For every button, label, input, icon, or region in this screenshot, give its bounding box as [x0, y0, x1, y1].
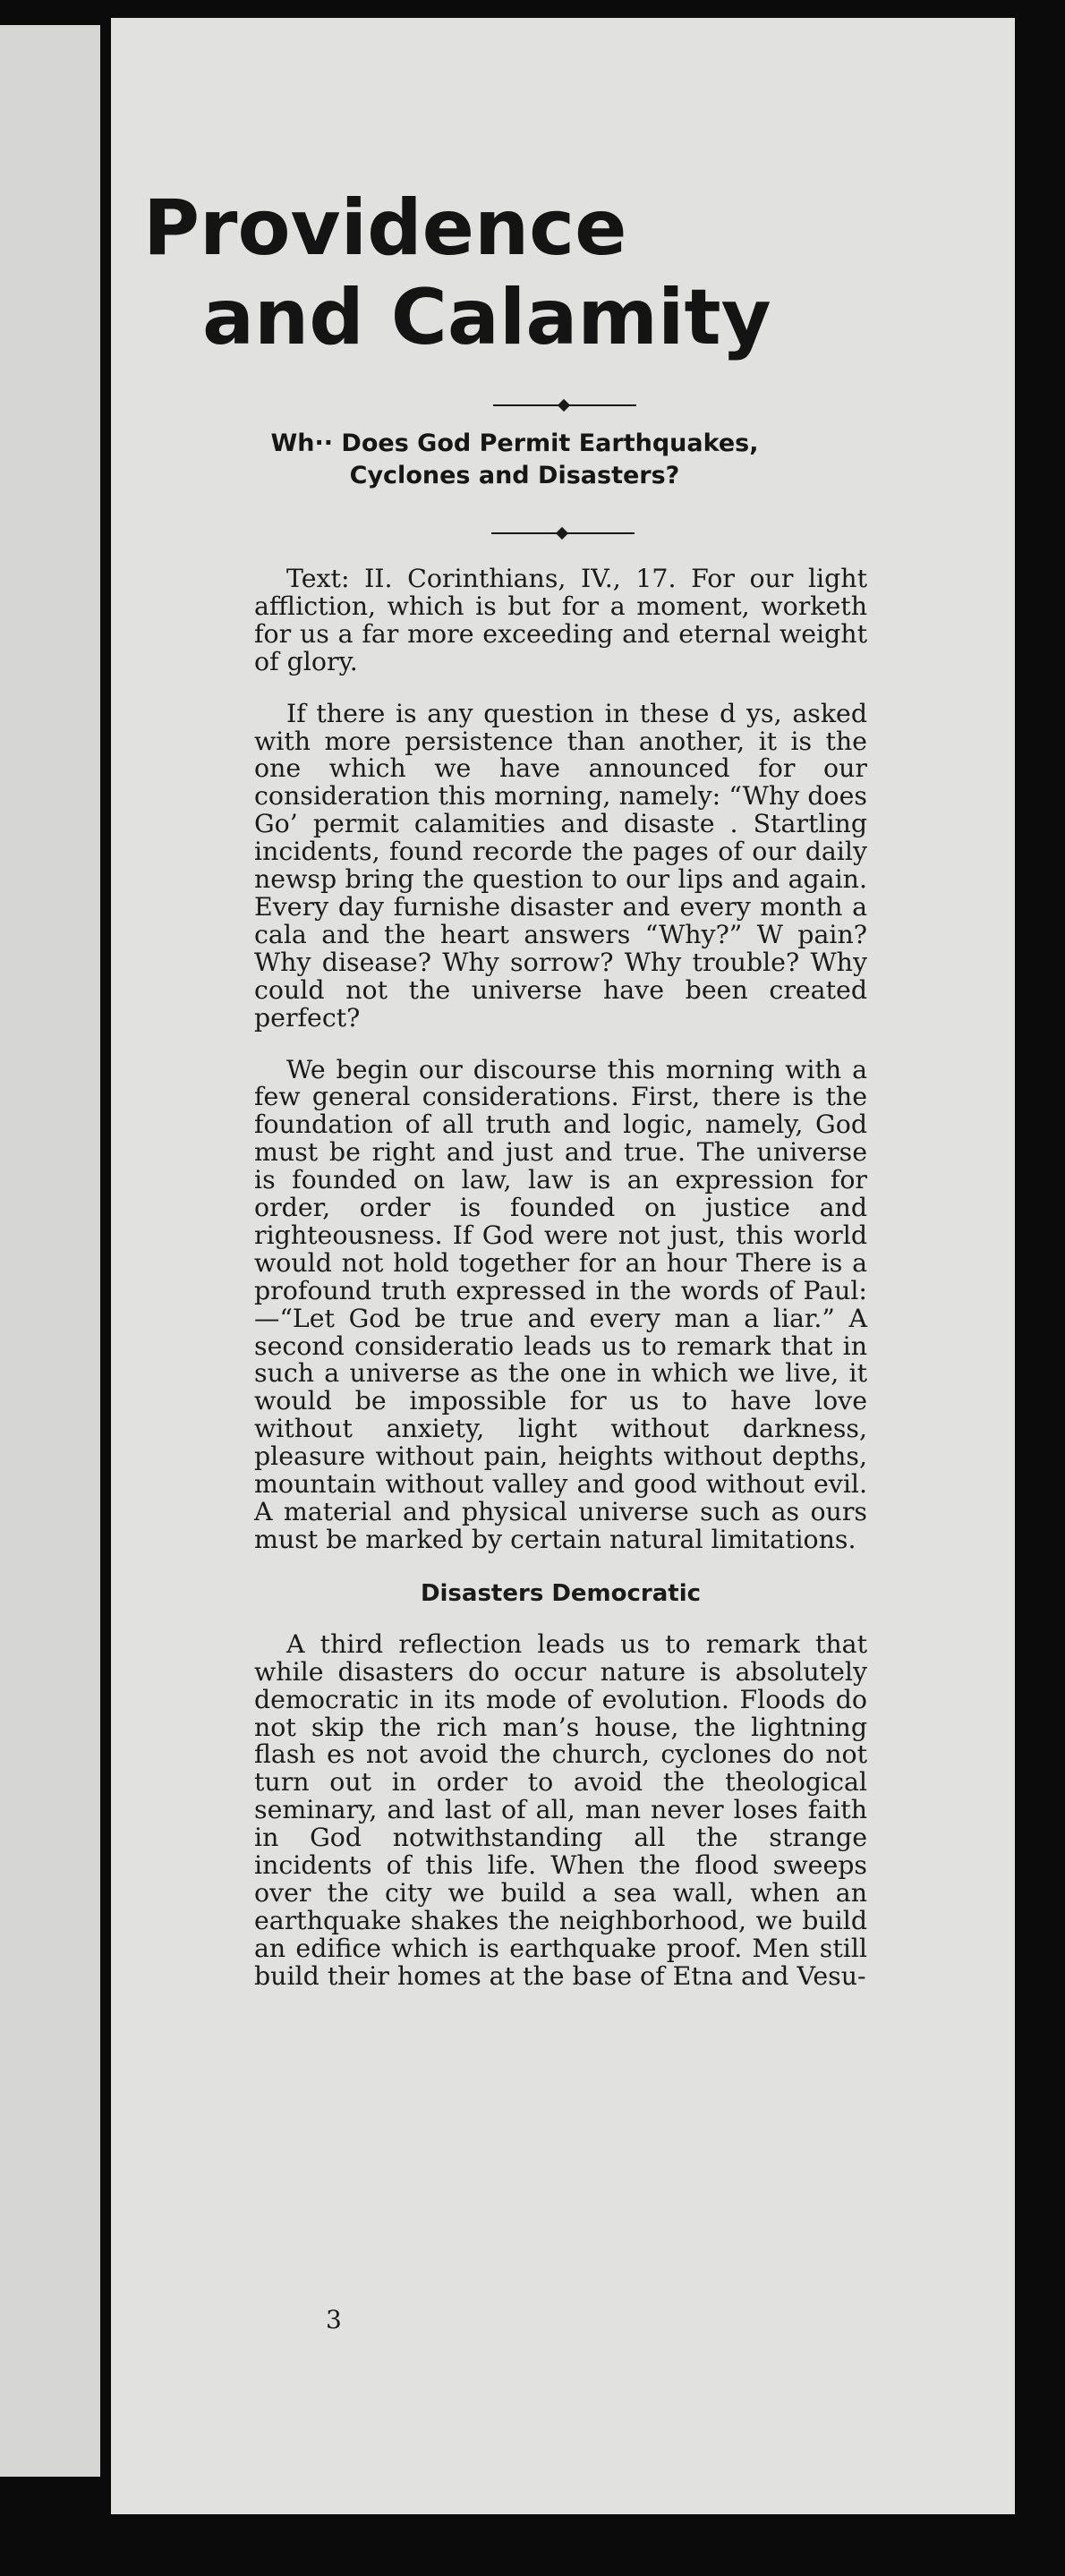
body-paragraph: If there is any question in these d ys, asked with more persistence than another, it is the one which we have announced for our consideration this morning, namely: “Why does Go’ permit calamities and disaste . Startling incidents, found recorde the pages of our daily newsp bring the question to our lips and again. Every day furnishe disaster and every month a cala and the heart answers “Why?” W pain? Why disease? Why sorrow? Why trouble? Why could not the universe have been created perfect?	[254, 698, 867, 1033]
subtitle-line-1: Wh·· Does God Permit Earthquakes,	[270, 429, 759, 457]
ornament-divider-top	[493, 399, 636, 412]
title-line-1: Providence	[143, 183, 627, 273]
adjacent-page-strip	[0, 25, 100, 2477]
article-body	[254, 565, 867, 2015]
body-paragraph: We begin our discourse this morning with a few general considerations. First, there is the foundation of all truth and logic, namely, God must be right and just and true. The universe is founded on law, law is an expression for order, order is founded on justice and righteousness. If God were not just, this world would not hold together for an hour There is a profound truth expressed in the words of Paul:—“Let God be true and every man a liar.” A second consideratio leads us to remark that in such a universe as the one in which we live, it would be impossible for us to have love without anxiety, light without darkness, pleasure without pain, heights without depths, mountain without valley and good without evil. A material and physical universe such as ours must be marked by certain natural limitations.	[254, 1054, 867, 1554]
subtitle-line-2: Cyclones and Disasters?	[349, 462, 680, 489]
section-heading: Disasters Democratic	[420, 1579, 702, 1607]
article-subtitle	[143, 428, 886, 492]
title-line-2: and Calamity	[202, 273, 771, 362]
page-number: 3	[326, 2305, 342, 2334]
body-paragraph: A third reflection leads us to remark that while disasters do occur nature is absolutely democratic in its mode of evolution. Floods do not skip the rich man’s house, the lightning flash es not avoid the church, cyclones do not turn out in order to avoid the theological seminary, and last of all, man never loses faith in God notwithstanding all the strange incidents of this life. When the flood sweeps over the city we build a sea wall, when an earthquake shakes the neighborhood, we build an edifice which is earthquake proof. Men still build their homes at the base of Etna and Vesu-	[254, 1628, 867, 1991]
article-title	[143, 183, 913, 362]
scripture-text-paragraph: Text: II. Corinthians, IV., 17. For our light affliction, which is but for a moment, worketh for us a far more exceeding and eternal weight of glory.	[254, 564, 867, 676]
ornament-divider-bottom	[491, 527, 635, 540]
